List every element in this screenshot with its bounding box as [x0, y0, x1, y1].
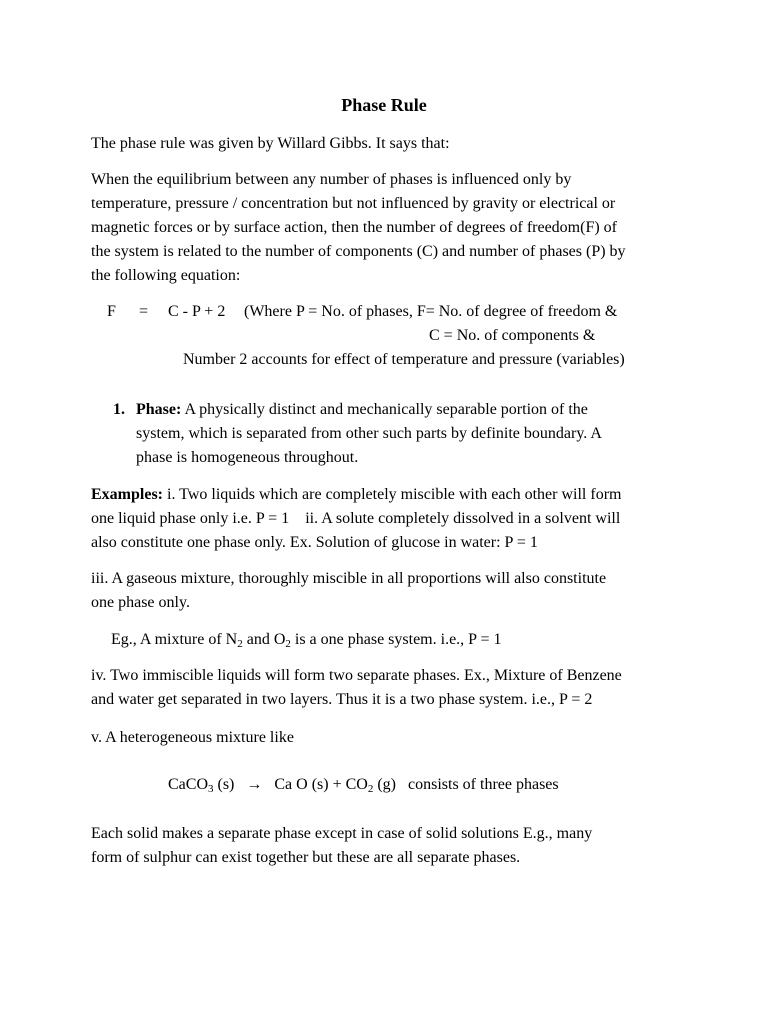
page-title: Phase Rule	[341, 95, 427, 115]
statement-line: temperature, pressure / concentration but not influenced by gravity or electrical or	[91, 195, 616, 212]
example-text: iii. A gaseous mixture, thoroughly miscible in all proportions will also constitute	[91, 570, 607, 587]
closing-text: Each solid makes a separate phase except in case of solid solutions E.g., many	[91, 825, 593, 842]
example-four-paragraph	[91, 664, 691, 712]
subscript: 3	[208, 783, 214, 795]
reaction-text: (s) → Ca O (s) + CO	[213, 776, 368, 793]
example-text: one phase only.	[91, 594, 190, 611]
definition-term: Phase:	[136, 401, 182, 418]
equation-rhs: C - P + 2	[168, 303, 226, 320]
definition-text: phase is homogeneous throughout.	[136, 449, 359, 466]
statement-paragraph	[91, 168, 691, 288]
example-text: iv. Two immiscible liquids will form two separate phases. Ex., Mixture of Benzene	[91, 667, 622, 684]
subscript: 2	[285, 638, 291, 650]
intro-paragraph: The phase rule was given by Willard Gibbs. It says that:	[91, 135, 450, 152]
closing-text: form of sulphur can exist together but these are all separate phases.	[91, 849, 521, 866]
statement-line: magnetic forces or by surface action, then the number of degrees of freedom(F) of	[91, 219, 618, 236]
eg-text: is a one phase system. i.e., P = 1	[290, 631, 502, 648]
reaction-equation	[168, 773, 768, 797]
closing-paragraph	[91, 822, 691, 870]
eg-text: and O	[242, 631, 286, 648]
examples-label: Examples:	[91, 486, 163, 503]
definition-text: A physically distinct and mechanically separable portion of the	[184, 401, 588, 418]
equation-lhs: F	[107, 303, 116, 320]
examples-text: i. Two liquids which are completely miscible with each other will form	[167, 486, 622, 503]
statement-line: the system is related to the number of components (C) and number of phases (P) by	[91, 243, 626, 260]
example-three-eg	[111, 628, 711, 652]
example-three-paragraph	[91, 567, 691, 615]
equation-equals: =	[139, 303, 149, 320]
reaction-text: CaCO	[168, 776, 208, 793]
equation-where-line: C = No. of components &	[429, 327, 596, 344]
subscript: 2	[367, 783, 374, 795]
eg-text: Eg., A mixture of N	[111, 631, 238, 648]
reaction-text: (g) consists of three phases	[373, 776, 559, 793]
examples-paragraph	[91, 483, 691, 555]
example-five-paragraph: v. A heterogeneous mixture like	[91, 729, 294, 746]
phase-definition	[136, 398, 736, 470]
subscript: 2	[237, 638, 243, 650]
equation-where-line: (Where P = No. of phases, F= No. of degree of freedom &	[244, 303, 618, 320]
equation-where-line: Number 2 accounts for effect of temperature and pressure (variables)	[183, 351, 625, 368]
list-number: 1.	[113, 401, 125, 418]
example-text: and water get separated in two layers. Thus it is a two phase system. i.e., P = 2	[91, 691, 593, 708]
statement-line: the following equation:	[91, 267, 241, 284]
definition-text: system, which is separated from other such parts by definite boundary. A	[136, 425, 602, 442]
examples-text: also constitute one phase only. Ex. Solution of glucose in water: P = 1	[91, 534, 538, 551]
statement-line: When the equilibrium between any number of phases is influenced only by	[91, 171, 572, 188]
examples-text: one liquid phase only i.e. P = 1 ii. A solute completely dissolved in a solvent will	[91, 510, 621, 527]
